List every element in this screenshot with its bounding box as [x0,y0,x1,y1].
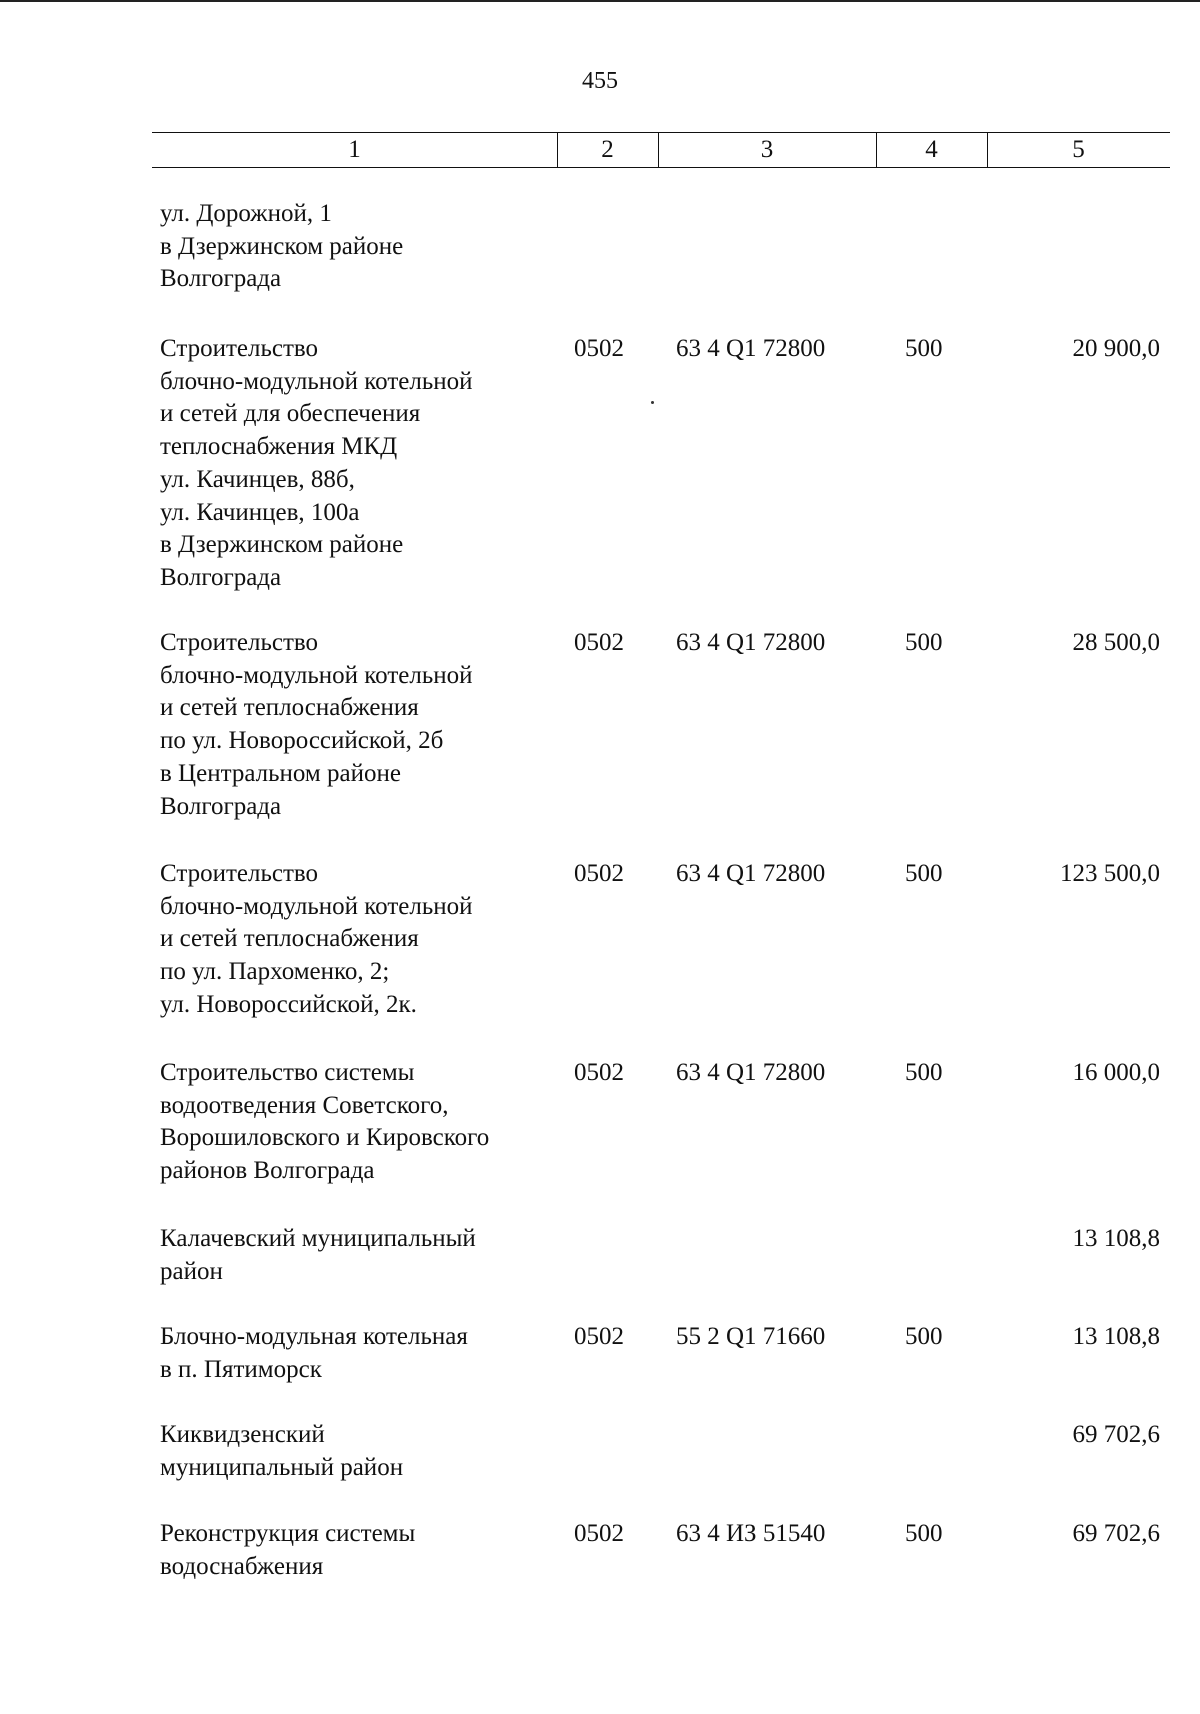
row-description: Киквидзенский муниципальный район [160,1421,404,1481]
page-number: 455 [582,68,618,94]
row-description: Строительство блочно-модульной котельной и сетей теплоснабжения по ул. Пархоменко, 2; ул. Новороссийской, 2к. [160,860,473,1018]
row-expense-type: 500 [905,1323,943,1350]
row-target-code: 63 4 ИЗ 51540 [676,1520,826,1547]
row-section-code: 0502 [574,1323,624,1350]
row-expense-type: 500 [905,860,943,887]
row-target-code: 63 4 Q1 72800 [676,1059,826,1086]
row-target-code: 63 4 Q1 72800 [676,629,826,656]
row-amount: 69 702,6 [1072,1520,1160,1547]
header-col-4: 4 [925,136,938,163]
row-description: Строительство системы водоотведения Советского, Ворошиловского и Кировского районов Волгограда [160,1059,490,1185]
header-col-3: 3 [760,136,774,163]
row-expense-type: 500 [905,629,943,656]
header-col-2: 2 [601,136,614,163]
row-description: Блочно-модульная котельная в п. Пятиморск [160,1323,468,1383]
row-target-code: 63 4 Q1 72800 [676,860,826,887]
row-amount: 13 108,8 [1072,1225,1160,1252]
row-description: ул. Дорожной, 1 в Дзержинском районе Волгограда [160,200,404,293]
row-expense-type: 500 [905,1520,943,1547]
row-section-code: 0502 [574,1520,624,1547]
row-target-code: 63 4 Q1 72800 [676,335,826,362]
row-target-code: 55 2 Q1 71660 [676,1323,826,1350]
row-amount: 123 500,0 [1060,860,1160,887]
row-amount: 28 500,0 [1072,629,1160,656]
row-amount: 69 702,6 [1072,1421,1160,1448]
row-amount: 16 000,0 [1072,1059,1160,1086]
row-section-code: 0502 [574,629,624,656]
row-amount: 13 108,8 [1072,1323,1160,1350]
row-description: Калачевский муниципальный район [160,1225,476,1285]
row-section-code: 0502 [574,335,624,362]
row-description: Реконструкция системы водоснабжения [160,1520,416,1580]
row-expense-type: 500 [905,335,943,362]
row-section-code: 0502 [574,1059,624,1086]
scan-speck [651,401,654,404]
row-amount: 20 900,0 [1072,335,1160,362]
row-description: Строительство блочно-модульной котельной и сетей теплоснабжения по ул. Новороссийской, 2б в Центральном районе Волгограда [160,629,473,820]
row-section-code: 0502 [574,860,624,887]
header-col-1: 1 [348,136,361,163]
top-rule [0,0,1200,2]
row-description: Строительство блочно-модульной котельной и сетей для обеспечения теплоснабжения МКД ул. Качинцев, 88б, ул. Качинцев, 100а в Дзержинском районе Волгограда [160,335,473,591]
table-header [152,132,1170,168]
header-col-5: 5 [1072,136,1085,163]
row-expense-type: 500 [905,1059,943,1086]
